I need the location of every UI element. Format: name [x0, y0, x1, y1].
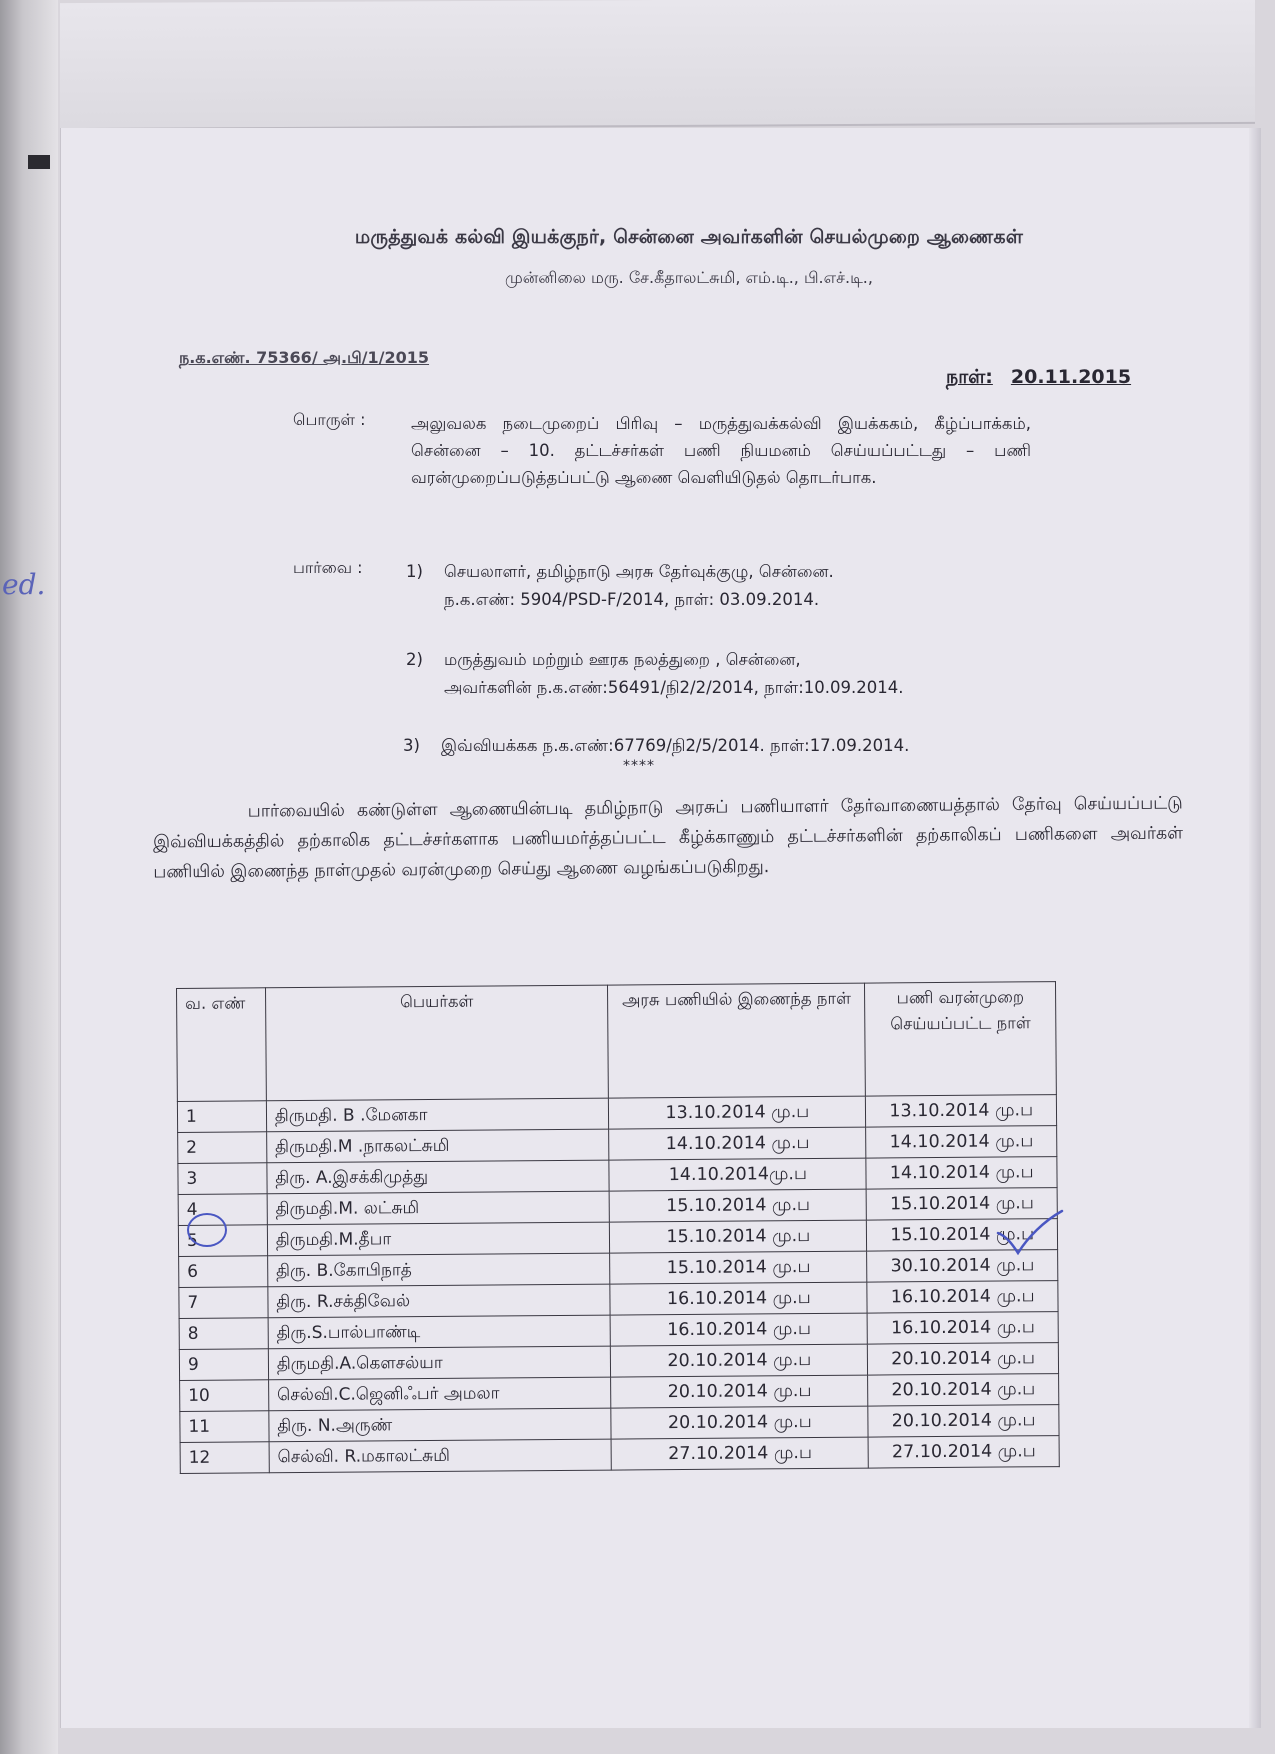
cell-joined-date: 20.10.2014 மு.ப — [611, 1344, 868, 1377]
col-joined-date: அரசு பணியில் இணைந்த நாள் — [608, 983, 866, 1098]
cell-regularised-date: 14.10.2014 மு.ப — [866, 1126, 1057, 1158]
page-edge — [1249, 128, 1261, 1728]
cell-name: திருமதி. B .மேனகா — [266, 1098, 609, 1132]
col-names: பெயர்கள் — [265, 985, 608, 1101]
cell-serial: 8 — [179, 1318, 268, 1350]
cell-joined-date: 15.10.2014 மு.ப — [610, 1220, 867, 1253]
cell-regularised-date: 15.10.2014 மு.ப — [867, 1188, 1058, 1220]
reference-line: அவர்களின் ந.க.எண்:56491/நி2/2/2014, நாள்:10.09.2014. — [444, 678, 904, 697]
order-body-text: பார்வையில் கண்டுள்ள ஆணையின்படி தமிழ்நாடு அரசுப் பணியாளர் தேர்வாணையத்தால் தேர்வு செய்யப்பட்டு இவ்வியக்கத்தில் தற்காலிக தட்டச்சர்களாக பணியமர்த்தப்பட்ட கீழ்க்காணும் தட்டச்சர்களின் தற்காலிகப் பணிகளை அவர்கள் பணியில் இணைந்த நாள்முதல் வரன்முறை செய்து ஆணை வழங்கப்படுகிறது. — [152, 793, 1184, 883]
cell-name: செல்வி. R.மகாலட்சுமி — [269, 1439, 612, 1473]
table-header-row — [177, 982, 1057, 1102]
date-label: நாள்: — [946, 366, 993, 388]
cell-name: திரு. A.இசக்கிமுத்து — [267, 1160, 610, 1194]
cell-name: திருமதி.A.கௌசல்யா — [268, 1346, 611, 1380]
cell-regularised-date: 16.10.2014 மு.ப — [867, 1281, 1058, 1313]
cell-regularised-date: 15.10.2014 மு.ப — [867, 1219, 1058, 1251]
officer-name: முன்னிலை மரு. சே.கீதாலட்சுமி, எம்.டி., பி.எச்.டி., — [505, 268, 873, 287]
reference-number-label: 1) — [406, 562, 423, 581]
cell-serial: 3 — [178, 1163, 267, 1195]
date-value: 20.11.2015 — [1010, 366, 1132, 388]
cell-regularised-date: 16.10.2014 மு.ப — [868, 1312, 1059, 1344]
reference-number: ந.க.எண். 75366/ அ.பி/1/2015 — [179, 348, 430, 367]
margin-handwriting: ed. — [2, 568, 46, 601]
cell-serial: 11 — [180, 1411, 269, 1443]
cell-regularised-date: 20.10.2014 மு.ப — [868, 1405, 1059, 1437]
reference-number-label: 2) — [406, 650, 423, 669]
cell-serial: 5 — [178, 1225, 267, 1257]
cell-name: செல்வி.C.ஜெனிஃபர் அமலா — [268, 1377, 611, 1411]
cell-joined-date: 15.10.2014 மு.ப — [610, 1251, 867, 1284]
cell-joined-date: 20.10.2014 மு.ப — [611, 1375, 868, 1408]
cell-regularised-date: 20.10.2014 மு.ப — [868, 1374, 1059, 1406]
cell-serial: 10 — [180, 1380, 269, 1412]
folded-top-flap — [60, 0, 1255, 130]
reference-line: மருத்துவம் மற்றும் ஊரக நலத்துறை , சென்னை, — [444, 650, 801, 669]
references-label: பார்வை : — [293, 558, 363, 577]
cell-regularised-date: 13.10.2014 மு.ப — [866, 1095, 1057, 1127]
cell-serial: 2 — [178, 1132, 267, 1164]
order-date — [946, 366, 1131, 391]
separator-stars: **** — [623, 758, 655, 774]
cell-joined-date: 16.10.2014 மு.ப — [610, 1313, 867, 1346]
cell-serial: 12 — [180, 1442, 269, 1474]
cell-name: திரு.S.பால்பாண்டி — [268, 1315, 611, 1349]
cell-joined-date: 27.10.2014 மு.ப — [611, 1437, 868, 1470]
cell-name: திருமதி.M. லட்சுமி — [267, 1191, 610, 1225]
pen-tick-icon — [996, 1203, 1066, 1263]
cell-serial: 6 — [179, 1256, 268, 1288]
cell-joined-date: 20.10.2014 மு.ப — [611, 1406, 868, 1439]
binding-spine — [0, 0, 58, 1754]
cell-joined-date: 16.10.2014 மு.ப — [610, 1282, 867, 1315]
cell-name: திருமதி.M .நாகலட்சுமி — [266, 1129, 609, 1163]
cell-regularised-date: 27.10.2014 மு.ப — [869, 1436, 1060, 1468]
cell-name: திரு. B.கோபிநாத் — [267, 1253, 610, 1287]
subject-text: அலுவலக நடைமுறைப் பிரிவு – மருத்துவக்கல்வி இயக்ககம், கீழ்ப்பாக்கம், சென்னை – 10. தட்டச்சர்கள் பணி நியமனம் செய்யப்பட்டது – பணி வரன்முறைப்படுத்தப்பட்டு ஆணை வெளியிடுதல் தொடர்பாக. — [411, 414, 1031, 487]
cell-serial: 9 — [179, 1349, 268, 1381]
subject-label: பொருள் : — [293, 410, 366, 429]
col-regularised-date: பணி வரன்முறை செய்யப்பட்ட நாள் — [865, 982, 1056, 1096]
cell-serial: 1 — [177, 1101, 266, 1133]
table-row — [180, 1436, 1059, 1474]
reference-line: செயலாளர், தமிழ்நாடு அரசு தேர்வுக்குழு, சென்னை. — [444, 562, 834, 581]
cell-joined-date: 13.10.2014 மு.ப — [609, 1096, 866, 1129]
table-body — [177, 1095, 1059, 1474]
reference-line: இவ்வியக்கக ந.க.எண்:67769/நி2/5/2014. நாள்:17.09.2014. — [441, 736, 910, 755]
cell-name: திருமதி.M.தீபா — [267, 1222, 610, 1256]
cell-serial: 7 — [179, 1287, 268, 1319]
typists-table — [176, 981, 1060, 1474]
col-serial: வ. எண் — [177, 988, 267, 1102]
cell-regularised-date: 14.10.2014 மு.ப — [866, 1157, 1057, 1189]
cell-name: திரு. N.அருண் — [269, 1408, 612, 1442]
cell-joined-date: 14.10.2014 மு.ப — [609, 1127, 866, 1160]
binding-clip — [28, 155, 50, 169]
cell-joined-date: 15.10.2014 மு.ப — [609, 1189, 866, 1222]
office-header: மருத்துவக் கல்வி இயக்குநர், சென்னை அவர்களின் செயல்முறை ஆணைகள் — [354, 226, 1024, 248]
reference-number-label: 3) — [403, 736, 420, 755]
cell-serial: 4 — [178, 1194, 267, 1226]
document-page — [60, 128, 1261, 1728]
cell-regularised-date: 20.10.2014 மு.ப — [868, 1343, 1059, 1375]
cell-joined-date: 14.10.2014மு.ப — [609, 1158, 866, 1191]
cell-regularised-date: 30.10.2014 மு.ப — [867, 1250, 1058, 1282]
reference-line: ந.க.எண்: 5904/PSD-F/2014, நாள்: 03.09.2014. — [444, 590, 820, 609]
cell-name: திரு. R.சக்திவேல் — [268, 1284, 611, 1318]
pen-circle-mark — [187, 1213, 227, 1247]
